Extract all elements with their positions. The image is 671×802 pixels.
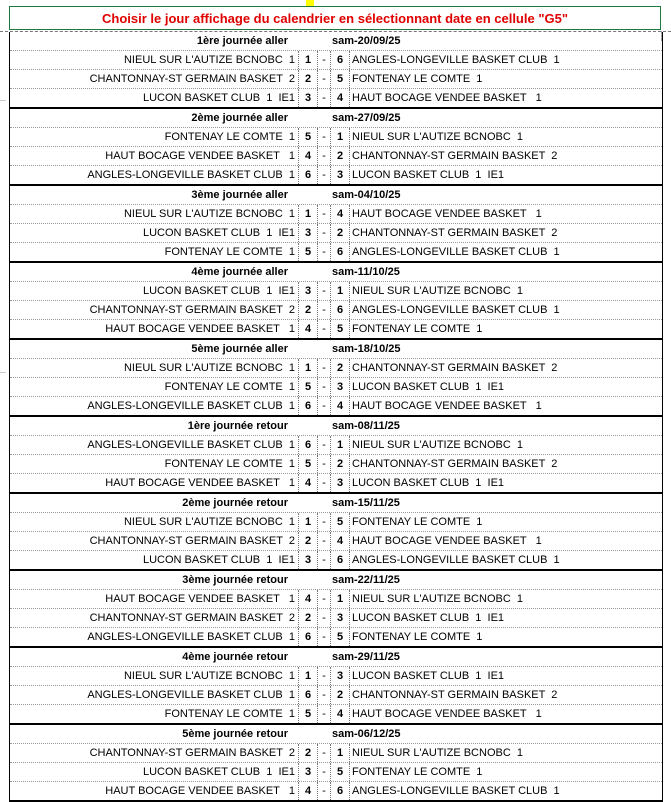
home-number[interactable]: 5 bbox=[298, 705, 318, 723]
round-block bbox=[10, 32, 662, 109]
away-team[interactable]: FONTENAY LE COMTE 1 bbox=[352, 323, 483, 335]
away-number[interactable]: 4 bbox=[330, 397, 350, 415]
match-separator: - bbox=[322, 689, 326, 701]
home-number[interactable]: 1 bbox=[298, 359, 318, 377]
home-team[interactable]: LUCON BASKET CLUB 1 IE1 bbox=[142, 227, 295, 239]
round-label[interactable]: 1ère journée aller bbox=[196, 35, 288, 47]
round-label[interactable]: 4ème journée aller bbox=[191, 266, 288, 278]
match-separator: - bbox=[322, 535, 326, 547]
away-number[interactable]: 3 bbox=[330, 474, 350, 492]
away-team[interactable]: LUCON BASKET CLUB 1 IE1 bbox=[352, 612, 505, 624]
away-number[interactable]: 5 bbox=[330, 320, 350, 338]
match-row bbox=[10, 512, 662, 531]
round-label[interactable]: 3ème journée aller bbox=[191, 189, 288, 201]
away-number[interactable]: 6 bbox=[330, 551, 350, 569]
away-number[interactable]: 2 bbox=[330, 359, 350, 377]
round-header bbox=[10, 109, 662, 127]
home-team[interactable]: ANGLES-LONGEVILLE BASKET CLUB 1 bbox=[87, 689, 295, 701]
home-number[interactable]: 5 bbox=[298, 455, 318, 473]
home-number[interactable]: 3 bbox=[298, 224, 318, 242]
blank-cell bbox=[318, 263, 330, 281]
match-separator: - bbox=[322, 227, 326, 239]
away-team[interactable]: FONTENAY LE COMTE 1 bbox=[352, 766, 483, 778]
away-number[interactable]: 1 bbox=[330, 590, 350, 608]
round-label[interactable]: 4ème journée retour bbox=[182, 651, 288, 663]
home-number[interactable]: 4 bbox=[298, 782, 318, 800]
away-team[interactable]: FONTENAY LE COMTE 1 bbox=[352, 631, 483, 643]
match-separator: - bbox=[322, 747, 326, 759]
home-team[interactable]: HAUT BOCAGE VENDEE BASKET 1 bbox=[105, 477, 295, 489]
away-number[interactable]: 5 bbox=[330, 763, 350, 781]
blank-cell bbox=[318, 340, 330, 358]
away-team[interactable]: NIEUL SUR L'AUTIZE BCNOBC 1 bbox=[352, 131, 524, 143]
match-row bbox=[10, 396, 662, 415]
home-team[interactable]: NIEUL SUR L'AUTIZE BCNOBC 1 bbox=[123, 516, 295, 528]
away-team[interactable]: HAUT BOCAGE VENDEE BASKET 1 bbox=[352, 400, 542, 412]
home-number[interactable]: 3 bbox=[298, 551, 318, 569]
away-number[interactable]: 2 bbox=[330, 147, 350, 165]
match-separator: - bbox=[322, 631, 326, 643]
match-separator: - bbox=[322, 708, 326, 720]
match-row bbox=[10, 627, 662, 646]
match-separator: - bbox=[322, 670, 326, 682]
match-row bbox=[10, 589, 662, 608]
match-row bbox=[10, 300, 662, 319]
round-block bbox=[10, 417, 662, 494]
row-edge-mark bbox=[0, 372, 6, 373]
blank-cell bbox=[298, 494, 318, 512]
blank-cell bbox=[318, 109, 330, 127]
away-number[interactable]: 3 bbox=[330, 609, 350, 627]
match-separator: - bbox=[322, 766, 326, 778]
away-team[interactable]: NIEUL SUR L'AUTIZE BCNOBC 1 bbox=[352, 593, 524, 605]
match-row bbox=[10, 88, 662, 107]
home-team[interactable]: NIEUL SUR L'AUTIZE BCNOBC 1 bbox=[123, 670, 295, 682]
round-date[interactable]: sam-20/09/25 bbox=[332, 35, 401, 47]
match-separator: - bbox=[322, 169, 326, 181]
away-number[interactable]: 2 bbox=[330, 224, 350, 242]
round-date[interactable]: sam-04/10/25 bbox=[332, 189, 401, 201]
round-header bbox=[10, 32, 662, 50]
match-row bbox=[10, 69, 662, 88]
round-block bbox=[10, 340, 662, 417]
away-number[interactable]: 6 bbox=[330, 301, 350, 319]
round-date[interactable]: sam-08/11/25 bbox=[332, 420, 400, 432]
round-header bbox=[10, 340, 662, 358]
round-label[interactable]: 5ème journée aller bbox=[191, 343, 288, 355]
away-number[interactable]: 1 bbox=[330, 282, 350, 300]
home-team[interactable]: CHANTONNAY-ST GERMAIN BASKET 2 bbox=[89, 304, 295, 316]
away-number[interactable]: 1 bbox=[330, 128, 350, 146]
home-number[interactable]: 6 bbox=[298, 397, 318, 415]
home-team[interactable]: ANGLES-LONGEVILLE BASKET CLUB 1 bbox=[87, 169, 295, 181]
home-team[interactable]: HAUT BOCAGE VENDEE BASKET 1 bbox=[105, 593, 295, 605]
match-row bbox=[10, 666, 662, 685]
away-team[interactable]: FONTENAY LE COMTE 1 bbox=[352, 516, 483, 528]
away-number[interactable]: 5 bbox=[330, 628, 350, 646]
home-number[interactable]: 1 bbox=[298, 205, 318, 223]
home-team[interactable]: HAUT BOCAGE VENDEE BASKET 1 bbox=[105, 323, 295, 335]
blank-cell bbox=[318, 648, 330, 666]
away-team[interactable]: LUCON BASKET CLUB 1 IE1 bbox=[352, 477, 505, 489]
match-separator: - bbox=[322, 458, 326, 470]
home-team[interactable]: HAUT BOCAGE VENDEE BASKET 1 bbox=[105, 150, 295, 162]
home-number[interactable]: 1 bbox=[298, 667, 318, 685]
home-number[interactable]: 1 bbox=[298, 51, 318, 69]
round-date[interactable]: sam-22/11/25 bbox=[332, 574, 400, 586]
match-row bbox=[10, 204, 662, 223]
blank-cell bbox=[298, 417, 318, 435]
home-number[interactable]: 2 bbox=[298, 609, 318, 627]
match-separator: - bbox=[322, 516, 326, 528]
away-team[interactable]: CHANTONNAY-ST GERMAIN BASKET 2 bbox=[352, 689, 558, 701]
round-header bbox=[10, 648, 662, 666]
away-team[interactable]: HAUT BOCAGE VENDEE BASKET 1 bbox=[352, 708, 542, 720]
away-number[interactable]: 2 bbox=[330, 455, 350, 473]
away-number[interactable]: 6 bbox=[330, 51, 350, 69]
round-block bbox=[10, 186, 662, 263]
match-row bbox=[10, 550, 662, 569]
away-team[interactable]: ANGLES-LONGEVILLE BASKET CLUB 1 bbox=[352, 304, 560, 316]
round-date[interactable]: sam-18/10/25 bbox=[332, 343, 401, 355]
blank-cell bbox=[318, 32, 330, 50]
match-row bbox=[10, 165, 662, 184]
round-block bbox=[10, 571, 662, 648]
match-row bbox=[10, 223, 662, 242]
away-team[interactable]: HAUT BOCAGE VENDEE BASKET 1 bbox=[352, 208, 542, 220]
match-row bbox=[10, 377, 662, 396]
blank-cell bbox=[318, 571, 330, 589]
home-team[interactable]: NIEUL SUR L'AUTIZE BCNOBC 1 bbox=[123, 362, 295, 374]
away-number[interactable]: 4 bbox=[330, 89, 350, 107]
match-row bbox=[10, 685, 662, 704]
match-separator: - bbox=[322, 554, 326, 566]
away-team[interactable]: HAUT BOCAGE VENDEE BASKET 1 bbox=[352, 92, 542, 104]
away-team[interactable]: ANGLES-LONGEVILLE BASKET CLUB 1 bbox=[352, 554, 560, 566]
home-number[interactable]: 4 bbox=[298, 590, 318, 608]
home-team[interactable]: CHANTONNAY-ST GERMAIN BASKET 2 bbox=[89, 612, 295, 624]
match-separator: - bbox=[322, 593, 326, 605]
away-number[interactable]: 1 bbox=[330, 436, 350, 454]
away-team[interactable]: ANGLES-LONGEVILLE BASKET CLUB 1 bbox=[352, 54, 560, 66]
home-number[interactable]: 3 bbox=[298, 763, 318, 781]
away-team[interactable]: LUCON BASKET CLUB 1 IE1 bbox=[352, 169, 505, 181]
home-team[interactable]: NIEUL SUR L'AUTIZE BCNOBC 1 bbox=[123, 54, 295, 66]
match-separator: - bbox=[322, 439, 326, 451]
round-label[interactable]: 1ère journée retour bbox=[187, 420, 288, 432]
match-row bbox=[10, 454, 662, 473]
away-number[interactable]: 4 bbox=[330, 705, 350, 723]
blank-cell bbox=[298, 648, 318, 666]
round-date[interactable]: sam-06/12/25 bbox=[332, 728, 401, 740]
home-number[interactable]: 6 bbox=[298, 686, 318, 704]
away-team[interactable]: LUCON BASKET CLUB 1 IE1 bbox=[352, 381, 505, 393]
home-team[interactable]: FONTENAY LE COMTE 1 bbox=[164, 381, 295, 393]
away-number[interactable]: 4 bbox=[330, 532, 350, 550]
round-block bbox=[10, 263, 662, 340]
away-number[interactable]: 3 bbox=[330, 378, 350, 396]
away-team[interactable]: HAUT BOCAGE VENDEE BASKET 1 bbox=[352, 535, 542, 547]
match-separator: - bbox=[322, 304, 326, 316]
match-row bbox=[10, 743, 662, 762]
home-team[interactable]: CHANTONNAY-ST GERMAIN BASKET 2 bbox=[89, 535, 295, 547]
home-number[interactable]: 6 bbox=[298, 166, 318, 184]
blank-cell bbox=[298, 32, 318, 50]
home-team[interactable]: NIEUL SUR L'AUTIZE BCNOBC 1 bbox=[123, 208, 295, 220]
home-number[interactable]: 3 bbox=[298, 89, 318, 107]
blank-cell bbox=[298, 725, 318, 743]
blank-cell bbox=[298, 109, 318, 127]
match-row bbox=[10, 762, 662, 781]
home-team[interactable]: ANGLES-LONGEVILLE BASKET CLUB 1 bbox=[87, 631, 295, 643]
row-edge-mark bbox=[0, 100, 6, 101]
blank-cell bbox=[298, 263, 318, 281]
away-team[interactable]: CHANTONNAY-ST GERMAIN BASKET 2 bbox=[352, 362, 558, 374]
match-row bbox=[10, 473, 662, 492]
match-row bbox=[10, 50, 662, 69]
blank-cell bbox=[298, 340, 318, 358]
match-separator: - bbox=[322, 150, 326, 162]
round-label[interactable]: 3ème journée retour bbox=[182, 574, 288, 586]
match-separator: - bbox=[322, 246, 326, 258]
away-number[interactable]: 6 bbox=[330, 243, 350, 261]
round-date[interactable]: sam-29/11/25 bbox=[332, 651, 400, 663]
away-number[interactable]: 5 bbox=[330, 70, 350, 88]
home-team[interactable]: LUCON BASKET CLUB 1 IE1 bbox=[142, 92, 295, 104]
away-team[interactable]: ANGLES-LONGEVILLE BASKET CLUB 1 bbox=[352, 785, 560, 797]
away-number[interactable]: 2 bbox=[330, 686, 350, 704]
round-block bbox=[10, 725, 662, 802]
away-number[interactable]: 3 bbox=[330, 667, 350, 685]
home-number[interactable]: 2 bbox=[298, 301, 318, 319]
home-team[interactable]: LUCON BASKET CLUB 1 IE1 bbox=[142, 766, 295, 778]
home-team[interactable]: FONTENAY LE COMTE 1 bbox=[164, 458, 295, 470]
match-row bbox=[10, 608, 662, 627]
match-separator: - bbox=[322, 208, 326, 220]
home-number[interactable]: 4 bbox=[298, 147, 318, 165]
away-team[interactable]: NIEUL SUR L'AUTIZE BCNOBC 1 bbox=[352, 285, 524, 297]
home-number[interactable]: 3 bbox=[298, 282, 318, 300]
round-date[interactable]: sam-15/11/25 bbox=[332, 497, 400, 509]
home-team[interactable]: HAUT BOCAGE VENDEE BASKET 1 bbox=[105, 785, 295, 797]
round-header bbox=[10, 571, 662, 589]
match-row bbox=[10, 358, 662, 377]
round-label[interactable]: 5ème journée retour bbox=[182, 728, 288, 740]
match-separator: - bbox=[322, 362, 326, 374]
round-block bbox=[10, 648, 662, 725]
away-team[interactable]: CHANTONNAY-ST GERMAIN BASKET 2 bbox=[352, 227, 558, 239]
round-label[interactable]: 2ème journée aller bbox=[191, 112, 288, 124]
home-number[interactable]: 2 bbox=[298, 532, 318, 550]
blank-cell bbox=[318, 417, 330, 435]
round-date[interactable]: sam-11/10/25 bbox=[332, 266, 400, 278]
match-separator: - bbox=[322, 612, 326, 624]
blank-cell bbox=[298, 186, 318, 204]
match-separator: - bbox=[322, 131, 326, 143]
away-team[interactable]: CHANTONNAY-ST GERMAIN BASKET 2 bbox=[352, 458, 558, 470]
home-team[interactable]: LUCON BASKET CLUB 1 IE1 bbox=[142, 554, 295, 566]
home-number[interactable]: 6 bbox=[298, 436, 318, 454]
away-team[interactable]: NIEUL SUR L'AUTIZE BCNOBC 1 bbox=[352, 439, 524, 451]
schedule-table bbox=[9, 32, 663, 802]
match-row bbox=[10, 319, 662, 338]
home-number[interactable]: 2 bbox=[298, 70, 318, 88]
home-team[interactable]: CHANTONNAY-ST GERMAIN BASKET 2 bbox=[89, 73, 295, 85]
home-number[interactable]: 1 bbox=[298, 513, 318, 531]
home-team[interactable]: CHANTONNAY-ST GERMAIN BASKET 2 bbox=[89, 747, 295, 759]
away-number[interactable]: 6 bbox=[330, 782, 350, 800]
match-separator: - bbox=[322, 381, 326, 393]
match-row bbox=[10, 281, 662, 300]
match-row bbox=[10, 242, 662, 261]
home-team[interactable]: ANGLES-LONGEVILLE BASKET CLUB 1 bbox=[87, 400, 295, 412]
away-team[interactable]: FONTENAY LE COMTE 1 bbox=[352, 73, 483, 85]
home-team[interactable]: ANGLES-LONGEVILLE BASKET CLUB 1 bbox=[87, 439, 295, 451]
match-separator: - bbox=[322, 54, 326, 66]
home-number[interactable]: 5 bbox=[298, 128, 318, 146]
away-team[interactable]: NIEUL SUR L'AUTIZE BCNOBC 1 bbox=[352, 747, 524, 759]
match-row bbox=[10, 435, 662, 454]
round-block bbox=[10, 494, 662, 571]
round-header bbox=[10, 186, 662, 204]
away-team[interactable]: CHANTONNAY-ST GERMAIN BASKET 2 bbox=[352, 150, 558, 162]
match-row bbox=[10, 146, 662, 165]
home-team[interactable]: FONTENAY LE COMTE 1 bbox=[164, 131, 295, 143]
round-header bbox=[10, 263, 662, 281]
match-separator: - bbox=[322, 785, 326, 797]
away-number[interactable]: 1 bbox=[330, 744, 350, 762]
match-row bbox=[10, 127, 662, 146]
page-title[interactable]: Choisir le jour affichage du calendrier en sélectionnant date en cellule "G5" bbox=[9, 6, 661, 30]
home-number[interactable]: 5 bbox=[298, 243, 318, 261]
blank-cell bbox=[318, 725, 330, 743]
home-number[interactable]: 4 bbox=[298, 320, 318, 338]
match-row bbox=[10, 704, 662, 723]
home-team[interactable]: FONTENAY LE COMTE 1 bbox=[164, 708, 295, 720]
match-separator: - bbox=[322, 400, 326, 412]
away-team[interactable]: ANGLES-LONGEVILLE BASKET CLUB 1 bbox=[352, 246, 560, 258]
match-row bbox=[10, 531, 662, 550]
match-separator: - bbox=[322, 477, 326, 489]
blank-cell bbox=[298, 571, 318, 589]
match-row bbox=[10, 781, 662, 800]
home-number[interactable]: 6 bbox=[298, 628, 318, 646]
round-header bbox=[10, 494, 662, 512]
home-number[interactable]: 2 bbox=[298, 744, 318, 762]
home-team[interactable]: LUCON BASKET CLUB 1 IE1 bbox=[142, 285, 295, 297]
away-number[interactable]: 5 bbox=[330, 513, 350, 531]
home-number[interactable]: 5 bbox=[298, 378, 318, 396]
away-number[interactable]: 4 bbox=[330, 205, 350, 223]
round-block bbox=[10, 109, 662, 186]
match-separator: - bbox=[322, 323, 326, 335]
match-separator: - bbox=[322, 285, 326, 297]
home-team[interactable]: FONTENAY LE COMTE 1 bbox=[164, 246, 295, 258]
round-date[interactable]: sam-27/09/25 bbox=[332, 112, 401, 124]
blank-cell bbox=[318, 494, 330, 512]
away-number[interactable]: 3 bbox=[330, 166, 350, 184]
match-separator: - bbox=[322, 92, 326, 104]
round-label[interactable]: 2ème journée retour bbox=[182, 497, 288, 509]
round-header bbox=[10, 417, 662, 435]
blank-cell bbox=[318, 186, 330, 204]
home-number[interactable]: 4 bbox=[298, 474, 318, 492]
match-separator: - bbox=[322, 73, 326, 85]
round-header bbox=[10, 725, 662, 743]
away-team[interactable]: LUCON BASKET CLUB 1 IE1 bbox=[352, 670, 505, 682]
